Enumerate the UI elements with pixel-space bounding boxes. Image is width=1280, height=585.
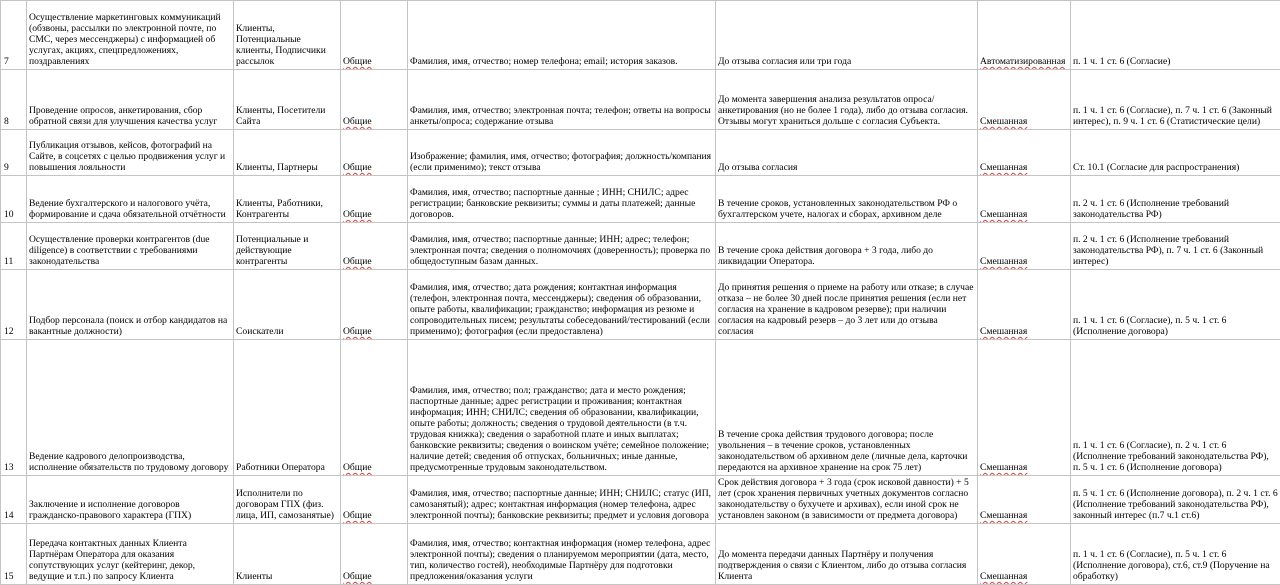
retention-term-cell (716, 270, 978, 340)
data-list-cell (408, 524, 716, 585)
row-number (1, 223, 27, 270)
legal-basis-cell-text: п. 1 ч. 1 ст. 6 (Согласие) (1073, 56, 1170, 67)
subjects-cell-text: Работники Оператора (236, 462, 325, 473)
legal-basis-cell (1071, 476, 1280, 524)
data-list-cell-text: Фамилия, имя, отчество; электронная почта; телефон; ответы на вопросы анкеты/опроса; содержание отзыва (410, 105, 711, 127)
purpose-cell (27, 476, 234, 524)
subjects-cell (234, 1, 341, 70)
legal-basis-cell (1071, 270, 1280, 340)
legal-basis-cell (1071, 1, 1280, 70)
category-cell-text: Общие (343, 571, 372, 582)
legal-basis-cell (1071, 70, 1280, 130)
category-cell-text: Общие (343, 209, 372, 220)
category-cell-text: Общие (343, 510, 372, 521)
legal-basis-cell-text: п. 2 ч. 1 ст. 6 (Исполнение требований законодательства РФ), п. 7 ч. 1 ст. 6 (Законный интерес) (1073, 234, 1263, 267)
row-number-text: 11 (4, 256, 13, 267)
legal-basis-cell-text: п. 1 ч. 1 ст. 6 (Согласие), п. 7 ч. 1 ст. 6 (Законный интерес), п. 9 ч. 1 ст. 6 (Статистические цели) (1073, 105, 1272, 127)
category-cell-text: Общие (343, 326, 372, 337)
legal-basis-cell (1071, 524, 1280, 585)
legal-basis-cell-text: п. 1 ч. 1 ст. 6 (Согласие), п. 5 ч. 1 ст. 6 (Исполнение договора) (1073, 315, 1226, 337)
row-number-text: 13 (4, 462, 14, 473)
legal-basis-cell-text: п. 2 ч. 1 ст. 6 (Исполнение требований законодательства РФ) (1073, 198, 1229, 220)
data-list-cell (408, 176, 716, 223)
subjects-cell-text: Потенциальные и действующие контрагенты (236, 234, 308, 267)
purpose-cell (27, 223, 234, 270)
data-list-cell (408, 1, 716, 70)
retention-term-cell (716, 176, 978, 223)
processing-method-cell (978, 176, 1071, 223)
purpose-cell (27, 70, 234, 130)
retention-term-cell (716, 223, 978, 270)
subjects-cell (234, 524, 341, 585)
subjects-cell (234, 223, 341, 270)
data-list-cell-text: Фамилия, имя, отчество; паспортные данные ; ИНН; СНИЛС; адрес регистрации; банковские реквизиты; суммы и даты платежей; данные договоров. (410, 187, 695, 220)
legal-basis-cell (1071, 223, 1280, 270)
purpose-cell-text: Осуществление маркетинговых коммуникаций (обзвоны, рассылки по электронной почте, по СМС, через мессенджеры) с информацией об услугах, акциях, спецпредложениях, поздравлениях (29, 12, 221, 67)
retention-term-cell-text: До момента завершения анализа результатов опроса/анкетирования (но не более 1 года), либо до отзыва согласия. Отзывы могут храниться дольше с согласия Субъекта. (718, 94, 968, 127)
category-cell (341, 524, 408, 585)
row-number (1, 340, 27, 476)
legal-basis-cell-text: п. 1 ч. 1 ст. 6 (Согласие), п. 2 ч. 1 ст. 6 (Исполнение требований законодательства РФ), п. 5 ч. 1 ст. 6 (Исполнение договора) (1073, 440, 1269, 473)
purpose-cell (27, 1, 234, 70)
processing-method-cell (978, 223, 1071, 270)
data-list-cell-text: Фамилия, имя, отчество; пол; гражданство; дата и место рождения; паспортные данные; адрес регистрации и проживания; контактная информация; ИНН; СНИЛС; сведения об образовании, квалификации, опыте работы; должность; сведения о трудовой деятельности (в т.ч. трудовая книжка); сведения о заработной плате и иных выплатах; банковские реквизиты; сведения о воинском учёте; семейное положение; наличие детей; сведения об отпусках, больничных; иные данные, предусмотренные трудовым законодательством. (410, 385, 709, 473)
data-list-cell-text: Фамилия, имя, отчество; паспортные данные; ИНН; адрес; телефон; электронная почта; сведения о полномочиях (доверенность); проверка по общедоступным базам данных. (410, 234, 710, 267)
retention-term-cell-text: До отзыва согласия (718, 162, 797, 173)
row-number-text: 9 (4, 162, 9, 173)
retention-term-cell-text: До момента передачи данных Партнёру и получения подтверждения о связи с Клиентом, либо до отзыва согласия Клиента (718, 549, 966, 582)
subjects-cell (234, 176, 341, 223)
subjects-cell (234, 476, 341, 524)
retention-term-cell-text: До отзыва согласия или три года (718, 56, 851, 67)
retention-term-cell (716, 70, 978, 130)
category-cell (341, 223, 408, 270)
data-list-cell-text: Фамилия, имя, отчество; номер телефона; email; история заказов. (410, 56, 678, 67)
subjects-cell-text: Клиенты (236, 571, 272, 582)
table-row (1, 524, 1280, 585)
row-number-text: 10 (4, 209, 14, 220)
subjects-cell-text: Соискатели (236, 326, 284, 337)
retention-term-cell-text: Срок действия договора + 3 года (срок исковой давности) + 5 лет (срок хранения первичных учетных документов согласно законодательству о бухучете и архивах), если иной срок не установлен законом (в зависимости от предмета договора) (718, 477, 969, 521)
purpose-cell-text: Публикация отзывов, кейсов, фотографий на Сайте, в соцсетях с целью продвижения услуг и повышения лояльности (29, 140, 225, 173)
table-body (1, 1, 1280, 585)
processing-method-cell-text: Смешанная (980, 116, 1027, 127)
category-cell-text: Общие (343, 116, 372, 127)
row-number (1, 270, 27, 340)
purpose-cell-text: Осуществление проверки контрагентов (due diligence) в соответствии с требованиями законодательства (29, 234, 210, 267)
table-row (1, 340, 1280, 476)
row-number (1, 476, 27, 524)
row-number (1, 524, 27, 585)
purpose-cell-text: Ведение кадрового делопроизводства, исполнение обязательств по трудовому договору (29, 451, 228, 473)
retention-term-cell-text: До принятия решения о приеме на работу или отказе; в случае отказа – не более 30 дней после принятия решения (если нет согласия на хранение в кадровом резерве); при наличии согласия на кадровый резерв – до 3 лет или до отзыва согласия (718, 282, 974, 337)
data-list-cell (408, 70, 716, 130)
retention-term-cell (716, 340, 978, 476)
purpose-cell-text: Проведение опросов, анкетирования, сбор обратной связи для улучшения качества услуг (29, 105, 217, 127)
subjects-cell (234, 340, 341, 476)
row-number (1, 70, 27, 130)
table-row (1, 270, 1280, 340)
subjects-cell (234, 70, 341, 130)
row-number-text: 7 (4, 56, 9, 67)
retention-term-cell (716, 1, 978, 70)
subjects-cell-text: Клиенты, Потенциальные клиенты, Подписчики рассылок (236, 23, 326, 67)
legal-basis-cell-text: п. 1 ч. 1 ст. 6 (Согласие), п. 5 ч. 1 ст. 6 (Исполнение договора), ст.6, ст.9 (Поручение на обработку) (1073, 549, 1270, 582)
processing-method-cell-text: Смешанная (980, 256, 1027, 267)
retention-term-cell (716, 524, 978, 585)
category-cell-text: Общие (343, 256, 372, 267)
row-number (1, 130, 27, 176)
purpose-cell (27, 524, 234, 585)
row-number-text: 8 (4, 116, 9, 127)
retention-term-cell-text: В течение срока действия трудового договора; после увольнения – в течение сроков, установленных законодательством об архивном деле (личные дела, карточки передаются на архивное хранение на срок 75 лет) (718, 429, 967, 473)
subjects-cell-text: Клиенты, Работники, Контрагенты (236, 198, 323, 220)
retention-term-cell-text: В течение сроков, установленных законодательством РФ о бухгалтерском учете, налогах и сборах, архивном деле (718, 198, 957, 220)
processing-method-cell-text: Смешанная (980, 162, 1027, 173)
retention-term-cell-text: В течение срока действия договора + 3 года, либо до ликвидации Оператора. (718, 245, 933, 267)
table-row (1, 223, 1280, 270)
processing-method-cell-text: Смешанная (980, 571, 1027, 582)
legal-basis-cell (1071, 340, 1280, 476)
purpose-cell (27, 340, 234, 476)
processing-method-cell-text: Автоматизированная (980, 56, 1065, 67)
data-list-cell (408, 476, 716, 524)
subjects-cell-text: Клиенты, Партнеры (236, 162, 318, 173)
category-cell (341, 340, 408, 476)
purpose-cell-text: Заключение и исполнение договоров гражданско-правового характера (ГПХ) (29, 499, 191, 521)
data-list-cell-text: Фамилия, имя, отчество; паспортные данные; ИНН; СНИЛС; статус (ИП, самозанятый); адрес; контактная информация (номер телефона, адрес электронной почты); банковские реквизиты; предмет и условия договора (410, 488, 711, 521)
legal-basis-cell-text: п. 5 ч. 1 ст. 6 (Исполнение договора), п. 2 ч. 1 ст. 6 (Исполнение требований законодательства РФ), законный интерес (п.7 ч.1 ст.6) (1073, 488, 1278, 521)
category-cell (341, 476, 408, 524)
row-number (1, 176, 27, 223)
data-list-cell (408, 340, 716, 476)
processing-method-cell (978, 270, 1071, 340)
category-cell (341, 130, 408, 176)
processing-method-cell (978, 340, 1071, 476)
legal-basis-cell-text: Ст. 10.1 (Согласие для распространения) (1073, 162, 1239, 173)
subjects-cell (234, 130, 341, 176)
table-row (1, 476, 1280, 524)
processing-method-cell-text: Смешанная (980, 510, 1027, 521)
subjects-cell (234, 270, 341, 340)
table-row (1, 176, 1280, 223)
retention-term-cell (716, 130, 978, 176)
processing-method-cell-text: Смешанная (980, 326, 1027, 337)
data-list-cell-text: Фамилия, имя, отчество; дата рождения; контактная информация (телефон, электронная почта, мессенджеры); сведения об образовании, опыте работы, квалификации; гражданство; информация из резюме и сопроводительных писем; результаты собеседований/тестирований (если применимо); фотография (если предоставлена) (410, 282, 710, 337)
processing-method-cell (978, 524, 1071, 585)
category-cell-text: Общие (343, 56, 372, 67)
purpose-cell (27, 270, 234, 340)
legal-basis-cell (1071, 130, 1280, 176)
row-number-text: 14 (4, 510, 14, 521)
table-row (1, 1, 1280, 70)
processing-method-cell-text: Смешанная (980, 462, 1027, 473)
data-list-cell-text: Фамилия, имя, отчество; контактная информация (номер телефона, адрес электронной почты); сведения о планируемом мероприятии (дата, место, тип, количество гостей), необходимые Партнёру для подготовки предложения/оказания услуги (410, 538, 710, 582)
processing-method-cell (978, 130, 1071, 176)
row-number-text: 15 (4, 571, 14, 582)
category-cell (341, 1, 408, 70)
purpose-cell (27, 176, 234, 223)
retention-term-cell (716, 476, 978, 524)
subjects-cell-text: Исполнители по договорам ГПХ (физ. лица, ИП, самозанятые) (236, 488, 334, 521)
category-cell-text: Общие (343, 462, 372, 473)
data-list-cell-text: Изображение; фамилия, имя, отчество; фотография; должность/компания (если применимо); текст отзыва (410, 151, 711, 173)
table-row (1, 130, 1280, 176)
purpose-cell-text: Подбор персонала (поиск и отбор кандидатов на вакантные должности) (29, 315, 227, 337)
processing-method-cell (978, 70, 1071, 130)
table-row (1, 70, 1280, 130)
category-cell (341, 270, 408, 340)
category-cell (341, 176, 408, 223)
row-number (1, 1, 27, 70)
purpose-cell (27, 130, 234, 176)
processing-method-cell (978, 1, 1071, 70)
data-list-cell (408, 270, 716, 340)
processing-method-cell-text: Смешанная (980, 209, 1027, 220)
purpose-cell-text: Передача контактных данных Клиента Партнёрам Оператора для оказания сопутствующих услуг (кейтеринг, декор, ведущие и т.п.) по запросу Клиента (29, 538, 195, 582)
processing-method-cell (978, 476, 1071, 524)
legal-basis-cell (1071, 176, 1280, 223)
category-cell-text: Общие (343, 162, 372, 173)
row-number-text: 12 (4, 326, 14, 337)
subjects-cell-text: Клиенты, Посетители Сайта (236, 105, 325, 127)
purpose-cell-text: Ведение бухгалтерского и налогового учёта, формирование и сдача обязательной отчётности (29, 198, 226, 220)
data-list-cell (408, 223, 716, 270)
data-list-cell (408, 130, 716, 176)
category-cell (341, 70, 408, 130)
